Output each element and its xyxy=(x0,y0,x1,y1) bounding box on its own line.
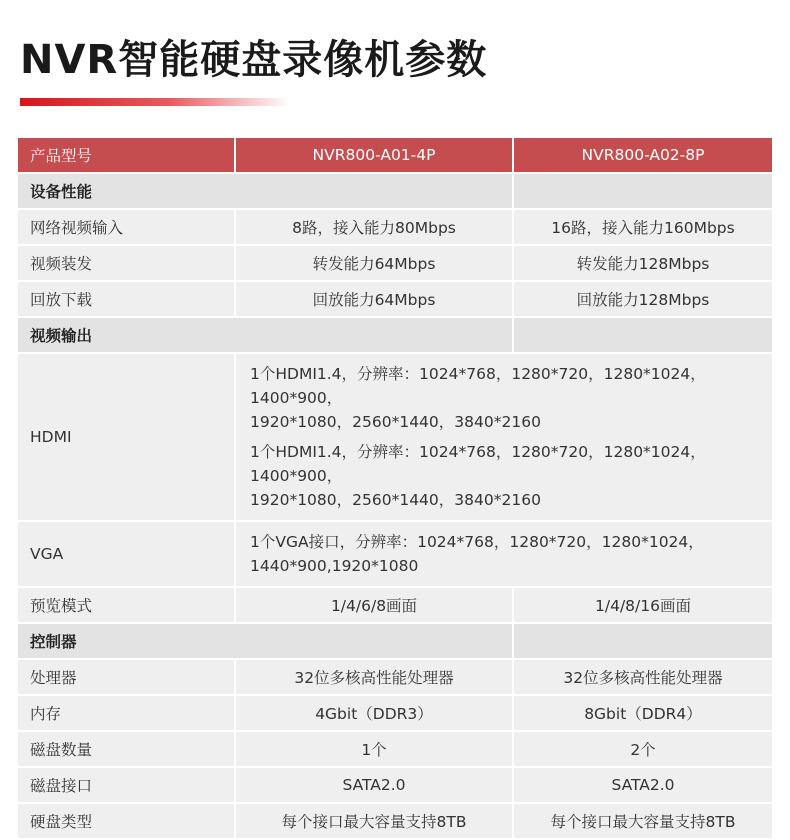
cell-model-b: 1/4/8/16画面 xyxy=(514,588,772,622)
row-label: 视频装发 xyxy=(18,246,234,280)
vga-spec-line: 1440*900,1920*1080 xyxy=(250,557,419,575)
table-row xyxy=(18,696,772,730)
table-row xyxy=(18,282,772,316)
cell-model-b: 每个接口最大容量支持8TB xyxy=(514,804,772,838)
section-device-performance: 设备性能 xyxy=(18,174,512,208)
table-row xyxy=(18,804,772,838)
header-model-a: NVR800-A01-4P xyxy=(236,138,512,172)
table-row xyxy=(18,354,772,520)
cell-model-b: 2个 xyxy=(514,732,772,766)
section-controller: 控制器 xyxy=(18,624,512,658)
section-row xyxy=(18,318,772,352)
cell-model-b: 回放能力128Mbps xyxy=(514,282,772,316)
cell-model-b: 转发能力128Mbps xyxy=(514,246,772,280)
title-accent-bar xyxy=(20,98,290,106)
cell-model-b: 16路，接入能力160Mbps xyxy=(514,210,772,244)
section-empty-cell xyxy=(514,174,772,208)
table-row xyxy=(18,522,772,586)
hdmi-spec-cell xyxy=(236,354,772,520)
page-title: NVR智能硬盘录像机参数 xyxy=(20,37,488,83)
cell-model-a: 每个接口最大容量支持8TB xyxy=(236,804,512,838)
section-empty-cell xyxy=(514,318,772,352)
section-row xyxy=(18,624,772,658)
spec-table xyxy=(16,136,774,840)
row-label: 硬盘类型 xyxy=(18,804,234,838)
cell-model-a: SATA2.0 xyxy=(236,768,512,802)
table-row xyxy=(18,246,772,280)
cell-model-a: 8路，接入能力80Mbps xyxy=(236,210,512,244)
section-video-output: 视频输出 xyxy=(18,318,512,352)
section-empty-cell xyxy=(514,624,772,658)
row-label: 网络视频输入 xyxy=(18,210,234,244)
row-label: 处理器 xyxy=(18,660,234,694)
cell-model-a: 转发能力64Mbps xyxy=(236,246,512,280)
cell-model-a: 4Gbit（DDR3） xyxy=(236,696,512,730)
section-row xyxy=(18,174,772,208)
row-label: 预览模式 xyxy=(18,588,234,622)
row-label: HDMI xyxy=(18,354,234,520)
row-label: 磁盘数量 xyxy=(18,732,234,766)
row-label: 磁盘接口 xyxy=(18,768,234,802)
cell-model-b: SATA2.0 xyxy=(514,768,772,802)
table-row xyxy=(18,210,772,244)
cell-model-a: 1/4/6/8画面 xyxy=(236,588,512,622)
cell-model-b: 8Gbit（DDR4） xyxy=(514,696,772,730)
table-row xyxy=(18,660,772,694)
row-label: 内存 xyxy=(18,696,234,730)
cell-model-a: 1个 xyxy=(236,732,512,766)
hdmi-spec-line: 1920*1080，2560*1440，3840*2160 xyxy=(250,491,541,509)
hdmi-spec-line: 1个HDMI1.4，分辨率：1024*768，1280*720，1280*1024，1400*900， xyxy=(250,443,706,485)
table-header-row xyxy=(18,138,772,172)
cell-model-a: 回放能力64Mbps xyxy=(236,282,512,316)
cell-model-b: 32位多核高性能处理器 xyxy=(514,660,772,694)
vga-spec-cell xyxy=(236,522,772,586)
table-row xyxy=(18,588,772,622)
vga-spec-line: 1个VGA接口，分辨率：1024*768，1280*720，1280*1024， xyxy=(250,533,704,551)
header-model-b: NVR800-A02-8P xyxy=(514,138,772,172)
row-label: 回放下载 xyxy=(18,282,234,316)
cell-model-a: 32位多核高性能处理器 xyxy=(236,660,512,694)
hdmi-spec-line: 1个HDMI1.4，分辨率：1024*768，1280*720，1280*1024，1400*900， xyxy=(250,365,706,407)
hdmi-spec-line: 1920*1080，2560*1440，3840*2160 xyxy=(250,413,541,431)
header-label: 产品型号 xyxy=(18,138,234,172)
row-label: VGA xyxy=(18,522,234,586)
table-row xyxy=(18,768,772,802)
